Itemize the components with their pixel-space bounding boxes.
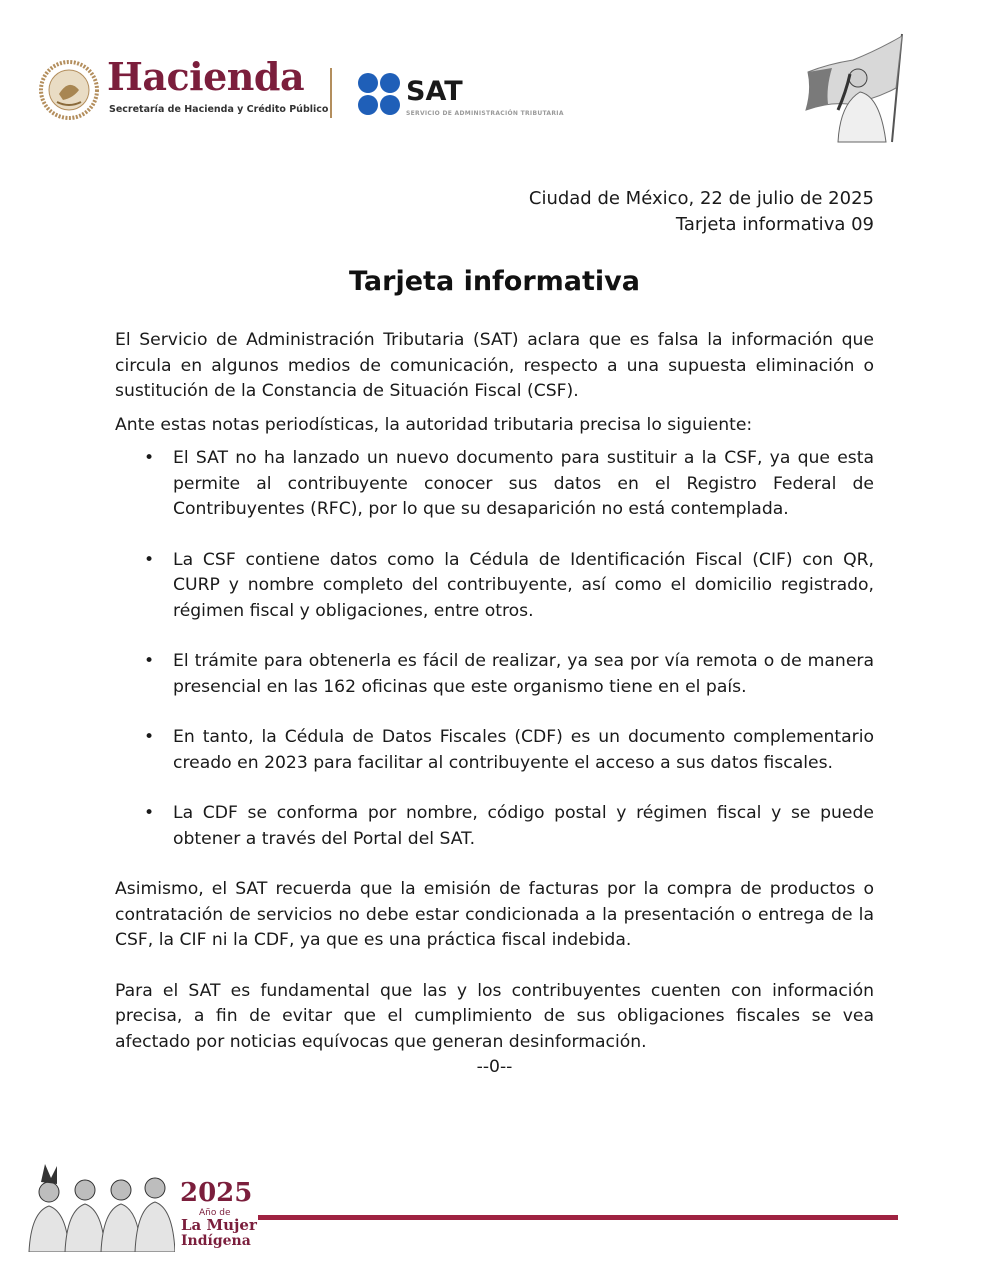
document-number: Tarjeta informativa 09 [675, 214, 874, 235]
document-title: Tarjeta informativa [349, 266, 640, 297]
indigenous-women-illustration-icon [27, 1160, 175, 1252]
lead-paragraph: Ante estas notas periodísticas, la autoridad tributaria precisa lo siguiente: [115, 414, 753, 435]
letterhead [0, 0, 989, 160]
sat-logo-text: SAT [406, 76, 463, 107]
place-date: Ciudad de México, 22 de julio de 2025 [528, 188, 874, 209]
logo-divider [330, 68, 332, 118]
paragraph-invoices: Asimismo, el SAT recuerda que la emisión de facturas por la compra de productos o contratación de servicios no debe estar condicionada a la presentación o entrega de la CSF, la CIF ni la CDF, ya que es una práctica fiscal indebida. [115, 879, 874, 950]
bullet-icon: • [144, 803, 155, 823]
bullet-icon: • [144, 549, 155, 570]
sat-logo-icon [357, 72, 401, 116]
footer-indigena: Indígena [181, 1233, 251, 1249]
hacienda-logo-text: Hacienda [107, 54, 305, 99]
hacienda-subtitle: Secretaría de Hacienda y Crédito Público [109, 104, 329, 115]
list-item-text: La CDF se conforma por nombre, código postal y régimen fiscal y se puede obtener a través del Portal del SAT. [173, 803, 874, 849]
footer-anio-de: Año de [199, 1208, 231, 1218]
list-item [115, 725, 874, 776]
list-item-text: El SAT no ha lanzado un nuevo documento para sustituir a la CSF, ya que esta permite al contribuyente conocer sus datos en el Registro Federal de Contribuyentes (RFC), por lo que su desaparición no está contemplada. [173, 448, 874, 519]
end-mark: --0-- [476, 1057, 513, 1077]
intro-paragraph: El Servicio de Administración Tributaria (SAT) aclara que es falsa la información que circula en algunos medios de comunicación, respecto a una supuesta eliminación o sustitución de la Constancia de Situación Fiscal (CSF). [115, 330, 874, 401]
list-item [115, 446, 874, 523]
list-item [115, 548, 874, 625]
paragraph-closing: Para el SAT es fundamental que las y los contribuyentes cuenten con información precisa, a fin de evitar que el cumplimiento de sus obligaciones fiscales se vea afectado por noticias equívocas que generan desinformación. [115, 980, 874, 1052]
national-seal-icon [39, 60, 99, 120]
footer-year: 2025 [180, 1178, 253, 1208]
woman-with-flag-illustration-icon [798, 30, 910, 145]
footer-la-mujer: La Mujer [181, 1216, 257, 1234]
bullet-icon: • [144, 448, 155, 468]
footer-divider [258, 1215, 898, 1220]
sat-subtitle: SERVICIO DE ADMINISTRACIÓN TRIBUTARIA [406, 110, 564, 117]
bullet-icon: • [144, 727, 155, 747]
list-item-text: La CSF contiene datos como la Cédula de Identificación Fiscal (CIF) con QR, CURP y nombre completo del contribuyente, así como el domicilio registrado, régimen fiscal y obligaciones, entre otros. [173, 549, 874, 621]
list-item-text: En tanto, la Cédula de Datos Fiscales (CDF) es un documento complementario creado en 2023 para facilitar al contribuyente el acceso a sus datos fiscales. [173, 727, 874, 773]
bullet-list [115, 446, 874, 852]
document-body [115, 328, 874, 1081]
list-item-text: El trámite para obtenerla es fácil de realizar, ya sea por vía remota o de manera presencial en las 162 oficinas que este organismo tiene en el país. [173, 651, 874, 697]
list-item [115, 649, 874, 700]
list-item [115, 801, 874, 852]
date-block [529, 186, 874, 238]
bullet-icon: • [144, 651, 155, 671]
